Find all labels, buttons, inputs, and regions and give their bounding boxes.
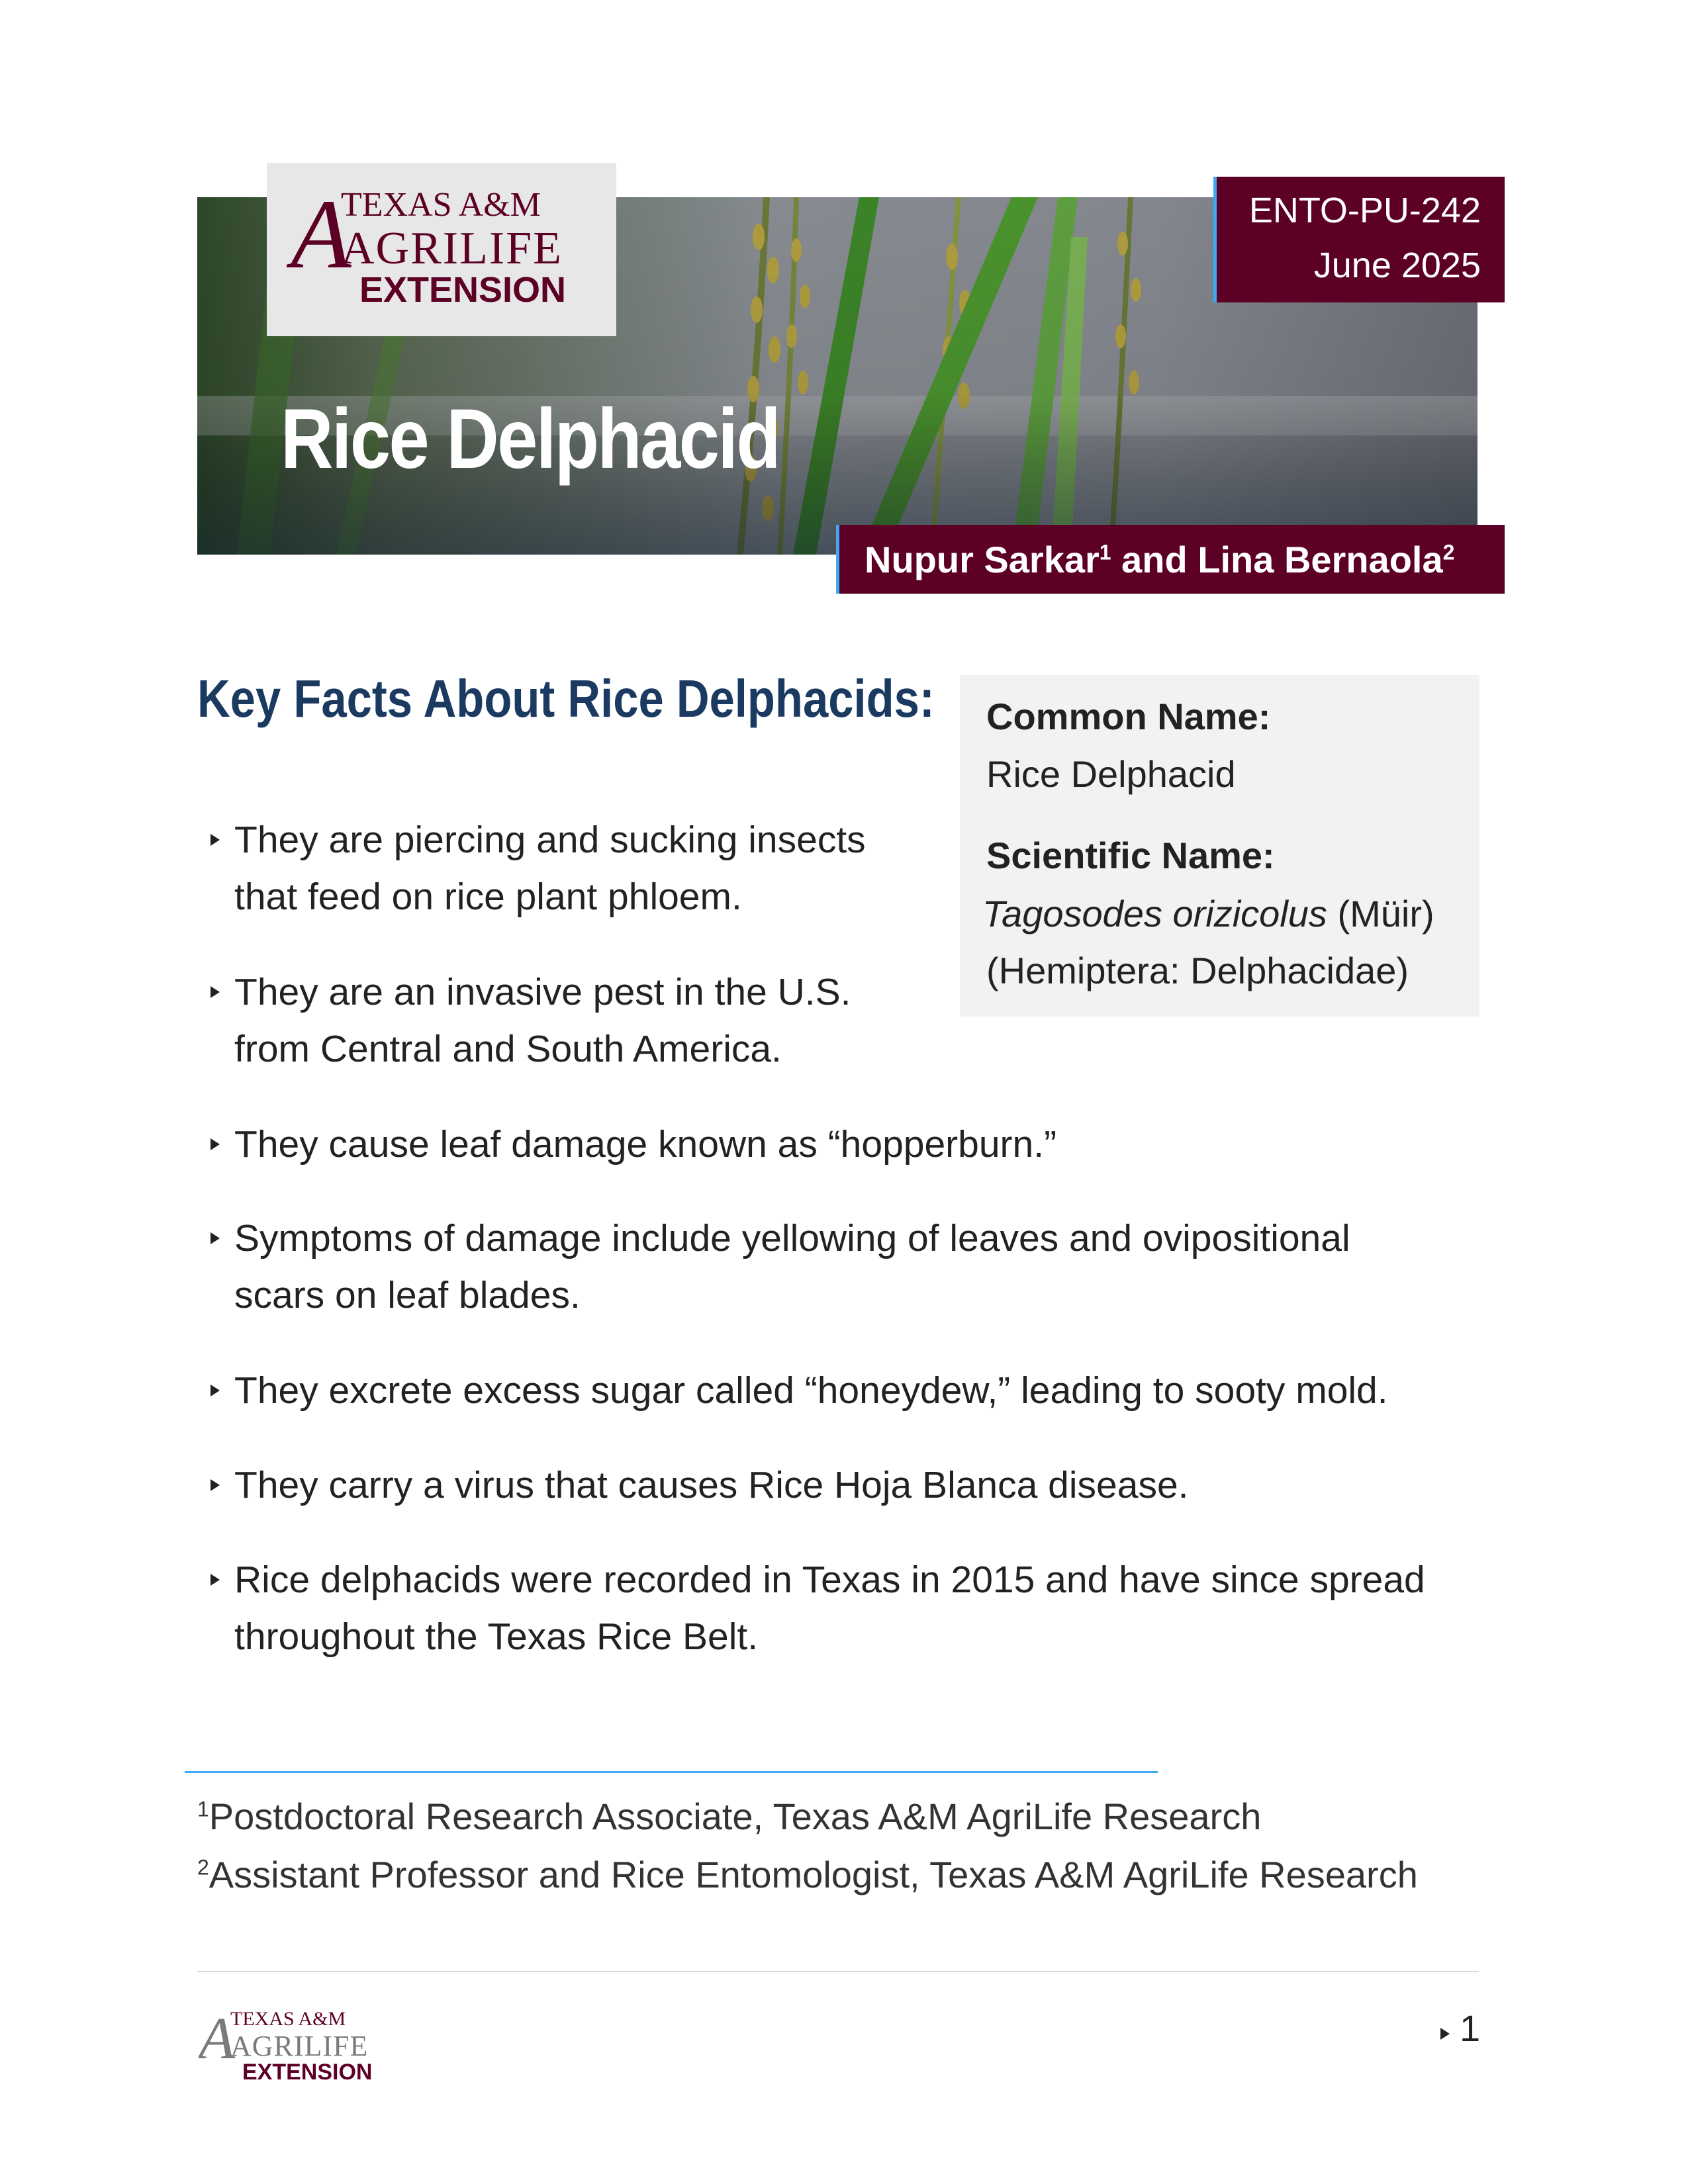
logo-line-agrilife: AGRILIFE <box>341 223 563 274</box>
footnote-text: Assistant Professor and Rice Entomologist, Texas A&M AgriLife Research <box>209 1854 1418 1895</box>
footnote-2 <box>197 1853 1418 1896</box>
page-number: 1 <box>1460 2007 1481 2049</box>
footnote-mark: 1 <box>197 1797 209 1821</box>
bullet-text-line: Rice delphacids were recorded in Texas in 2015 and have since spread <box>234 1559 1425 1601</box>
species-info-box <box>960 675 1479 1017</box>
footnote-mark: 2 <box>197 1855 209 1880</box>
scientific-name-author: (Müir) <box>1327 893 1434 934</box>
logo-line-extension: EXTENSION <box>359 270 567 310</box>
bullet-text-line: scars on leaf blades. <box>234 1274 581 1316</box>
footer-logo-line-texas-am: TEXAS A&M <box>230 2008 346 2030</box>
common-name-value: Rice Delphacid <box>986 753 1236 795</box>
scientific-name-value <box>982 892 1434 935</box>
bullet-arrow-icon <box>211 1479 220 1491</box>
footer-divider <box>197 1971 1479 1972</box>
bullet-text-line: They cause leaf damage known as “hopperburn.” <box>234 1123 1057 1165</box>
footnote-divider <box>185 1771 1158 1773</box>
footer-logo-line-agrilife: AGRILIFE <box>230 2030 369 2062</box>
classification-value: (Hemiptera: Delphacidae) <box>986 950 1409 991</box>
bullet-text-line: They are piercing and sucking insects <box>234 819 866 861</box>
author-1-mark: 1 <box>1099 540 1111 565</box>
author-line <box>865 538 1454 581</box>
bullet-arrow-icon <box>211 1574 220 1586</box>
page-title: Rice Delphacid <box>281 392 780 486</box>
bullet-text-line: that feed on rice plant phloem. <box>234 876 742 918</box>
bullet-arrow-icon <box>211 1385 220 1396</box>
footer-logo-line-extension: EXTENSION <box>242 2060 373 2085</box>
page-arrow-icon <box>1440 2028 1450 2040</box>
scientific-name-italic: Tagosodes orizicolus <box>982 893 1327 934</box>
publication-id: ENTO-PU-242 <box>1248 191 1481 230</box>
author-2-mark: 2 <box>1442 540 1455 565</box>
logo-line-texas-am: TEXAS A&M <box>341 186 541 224</box>
scientific-name-label: Scientific Name: <box>986 835 1275 876</box>
author-1: Nupur Sarkar <box>865 539 1100 580</box>
bullet-arrow-icon <box>211 1138 220 1150</box>
svg-text:A: A <box>199 2006 235 2071</box>
svg-text:A: A <box>291 183 352 289</box>
publication-id-box <box>1213 177 1505 302</box>
bullet-text-line: throughout the Texas Rice Belt. <box>234 1615 759 1658</box>
bullet-arrow-icon <box>211 1232 220 1244</box>
footnote-1 <box>197 1795 1261 1838</box>
author-2: Lina Bernaola <box>1197 539 1443 580</box>
bullet-arrow-icon <box>211 834 220 846</box>
key-facts-heading: Key Facts About Rice Delphacids: <box>197 669 935 728</box>
bullet-text-line: They excrete excess sugar called “honeydew,” leading to sooty mold. <box>234 1369 1388 1412</box>
logo-wordmark <box>287 183 598 322</box>
bullet-arrow-icon <box>211 986 220 998</box>
author-box <box>836 525 1505 594</box>
common-name-label: Common Name: <box>986 696 1271 737</box>
bullet-text-line: They are an invasive pest in the U.S. <box>234 971 851 1013</box>
footnote-text: Postdoctoral Research Associate, Texas A&M AgriLife Research <box>209 1796 1262 1837</box>
bullet-text-line: Symptoms of damage include yellowing of leaves and ovipositional <box>234 1217 1350 1259</box>
bullet-text-line: They carry a virus that causes Rice Hoja Blanca disease. <box>234 1464 1189 1506</box>
author-connector: and <box>1111 539 1198 580</box>
bullet-text-line: from Central and South America. <box>234 1028 782 1070</box>
agrilife-extension-logo <box>267 163 616 336</box>
publication-date: June 2025 <box>1313 246 1481 285</box>
footer-agrilife-logo <box>199 2005 391 2088</box>
